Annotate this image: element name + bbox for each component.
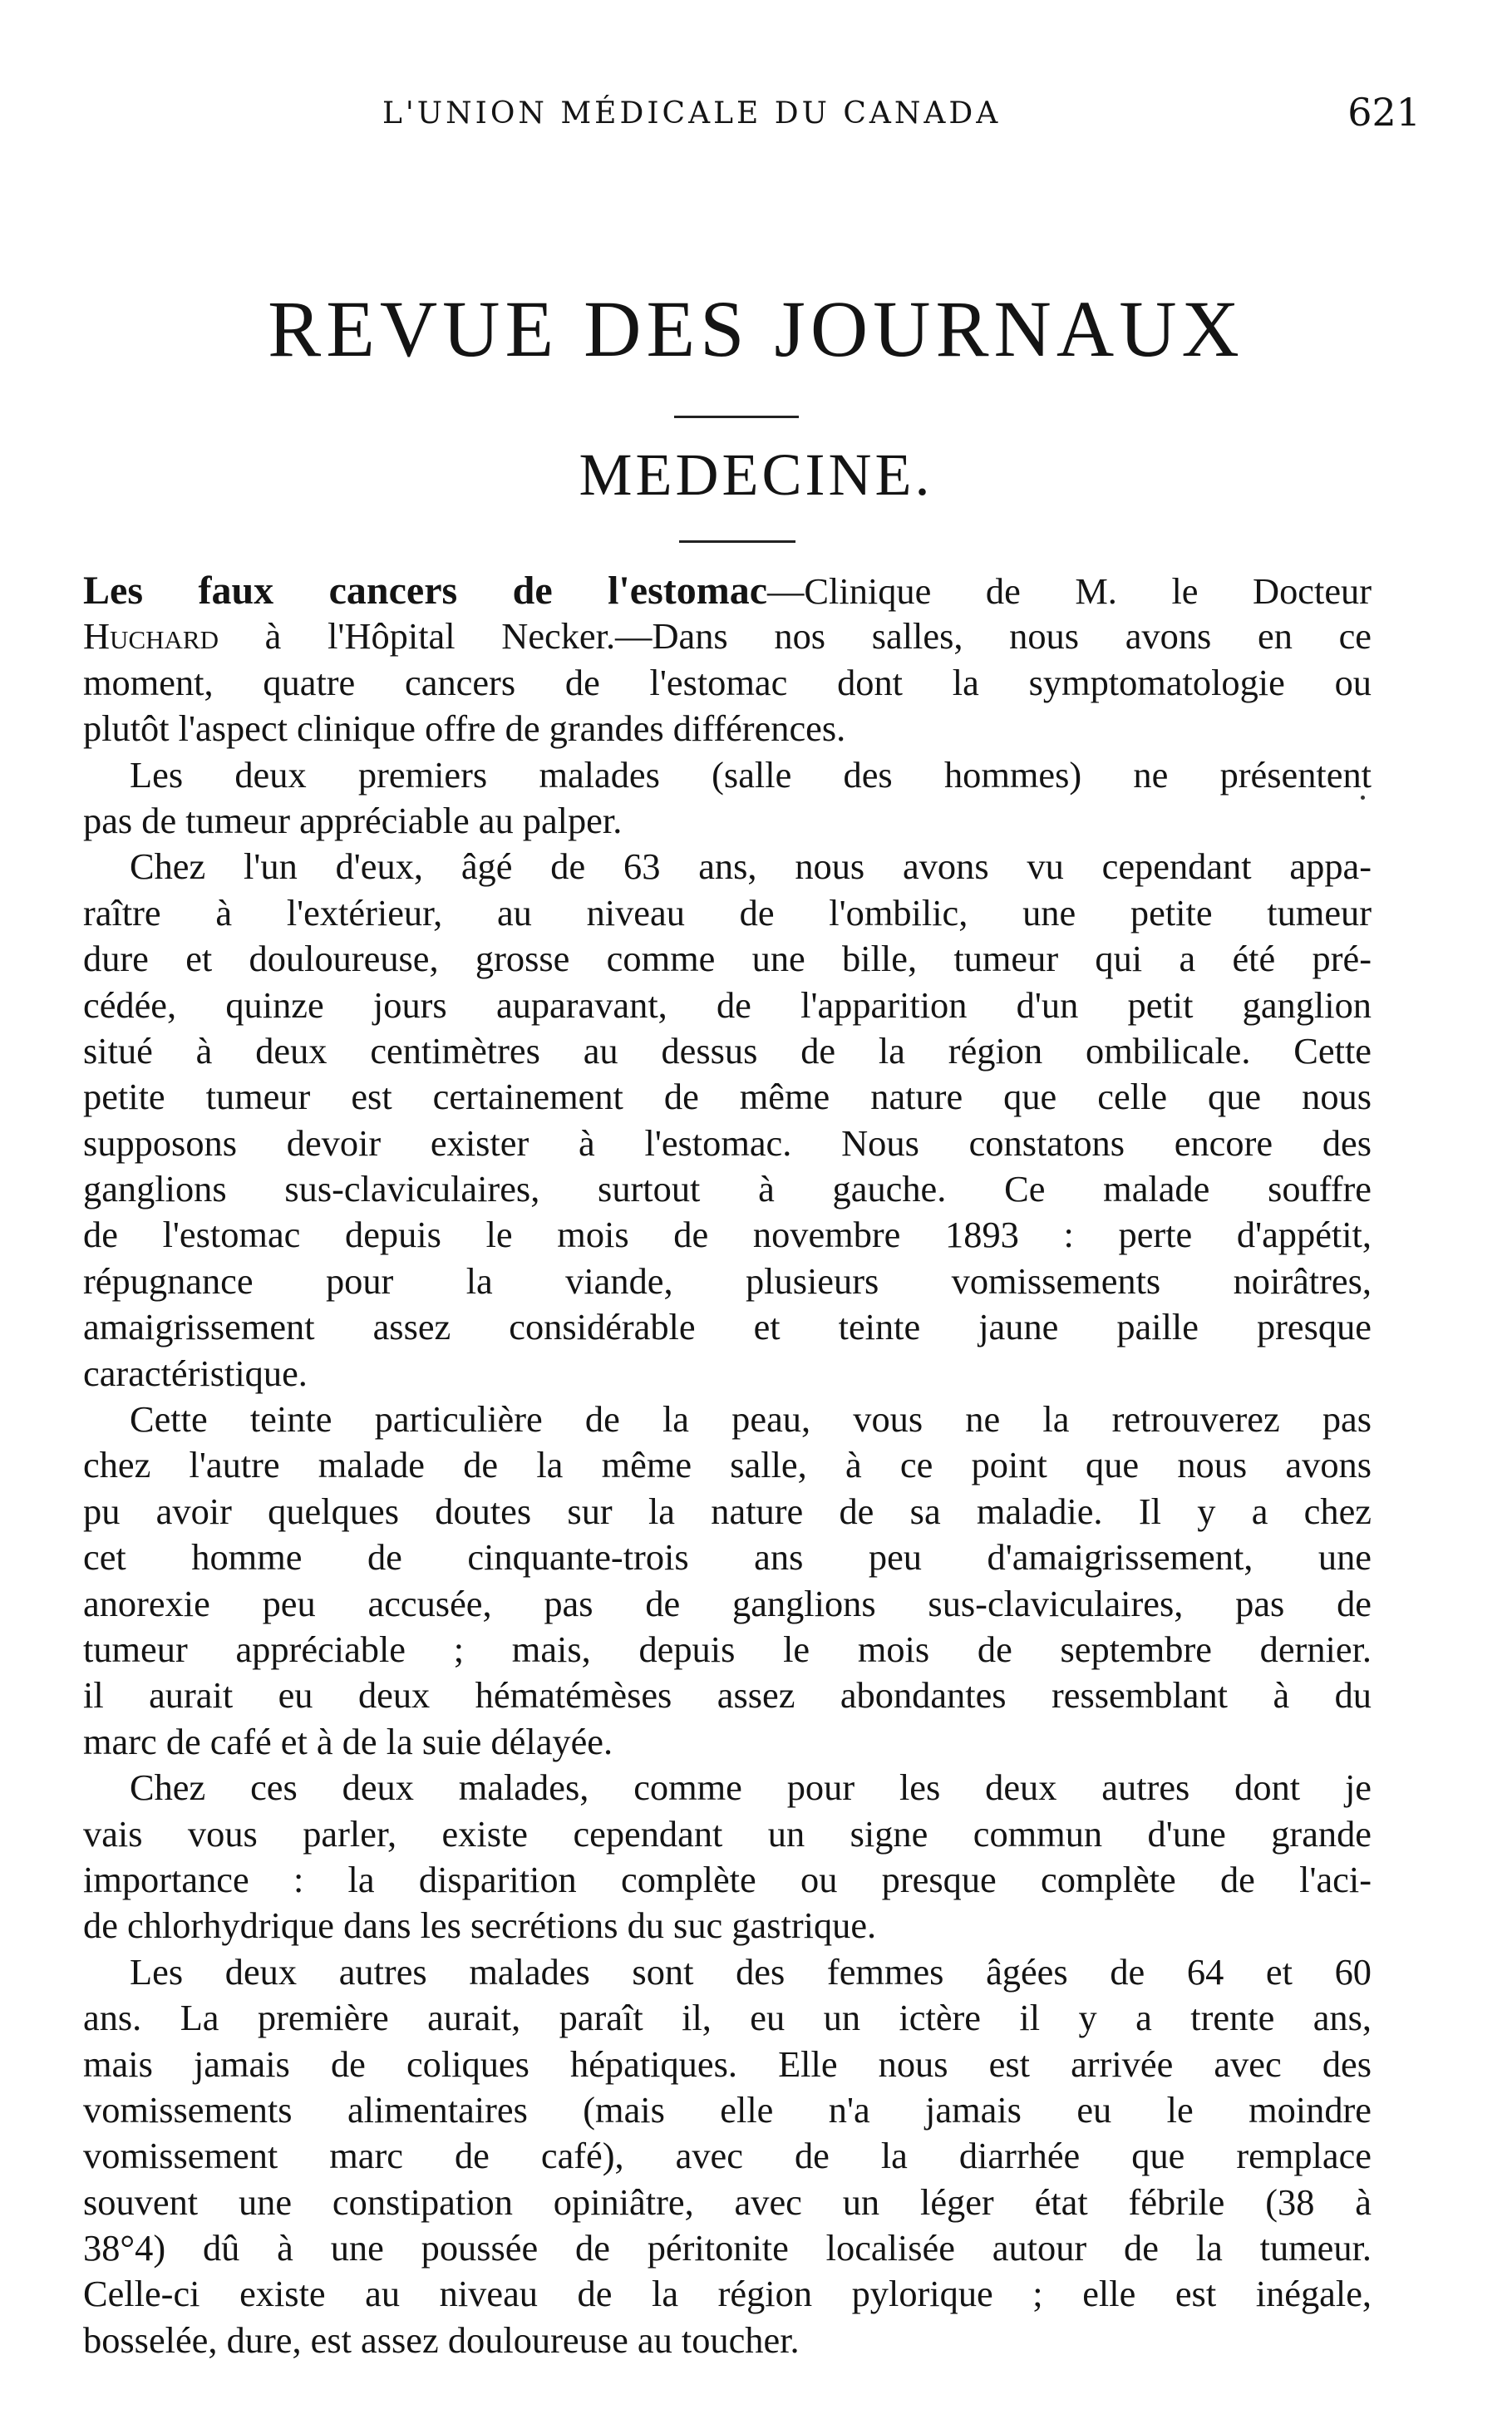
- article-line: amaigrissement assez considérable et teinte jaune paille presque: [83, 1306, 1372, 1348]
- article-line: pas de tumeur appréciable au palper.: [83, 799, 623, 841]
- article-line: Cette teinte particulière de la peau, vous ne la retrouverez pas: [130, 1398, 1372, 1441]
- article-line: tumeur appréciable ; mais, depuis le mois de septembre dernier.: [83, 1628, 1372, 1670]
- article-headline-suffix: —Clinique de M. le Docteur: [767, 570, 1372, 612]
- article-line: vomissement marc de café), avec de la diarrhée que remplace: [83, 2135, 1372, 2177]
- article-line: ans. La première aurait, paraît il, eu un ictère il y a trente ans,: [83, 1997, 1372, 2039]
- running-head: [0, 90, 1512, 140]
- line-text: à l'Hôpital Necker.—Dans nos salles, nous avons en ce: [218, 615, 1372, 658]
- article-line: situé à deux centimètres au dessus de la région ombilicale. Cette: [83, 1029, 1372, 1072]
- article-line: petite tumeur est certainement de même nature que celle que nous: [83, 1076, 1372, 1118]
- article-line: anorexie peu accusée, pas de ganglions sus-claviculaires, pas de: [83, 1582, 1372, 1624]
- article-line: mais jamais de coliques hépatiques. Elle nous est arrivée avec des: [83, 2042, 1372, 2085]
- article-line: dure et douloureuse, grosse comme une bille, tumeur qui a été pré-: [83, 938, 1372, 980]
- article-line: supposons devoir exister à l'estomac. Nous constatons encore des: [83, 1121, 1372, 1164]
- article-line: pu avoir quelques doutes sur la nature de sa maladie. Il y a chez: [83, 1490, 1372, 1532]
- article-line: bosselée, dure, est assez douloureuse au toucher.: [83, 2318, 800, 2361]
- article-line: plutôt l'aspect clinique offre de grandes différences.: [83, 707, 846, 750]
- divider-rule: [674, 416, 799, 418]
- article-line: Les deux premiers malades (salle des hommes) ne présentent: [130, 753, 1372, 796]
- article-line: chez l'autre malade de la même salle, à ce point que nous avons: [83, 1444, 1372, 1486]
- article-line: cet homme de cinquante-trois ans peu d'amaigrissement, une: [83, 1536, 1372, 1579]
- article-body: [83, 568, 1372, 2363]
- article-line: caractéristique.: [83, 1352, 308, 1394]
- article-line: 38°4) dû à une poussée de péritonite localisée autour de la tumeur.: [83, 2227, 1372, 2269]
- section-title: REVUE DES JOURNAUX: [268, 284, 1244, 373]
- article-line: il aurait eu deux hématémèses assez abondantes ressemblant à du: [83, 1674, 1372, 1717]
- article-line: cédée, quinze jours auparavant, de l'apparition d'un petit ganglion: [83, 983, 1372, 1026]
- article-line: moment, quatre cancers de l'estomac dont la symptomatologie ou: [83, 661, 1372, 703]
- article-line: ganglions sus-claviculaires, surtout à gauche. Ce malade souffre: [83, 1168, 1372, 1210]
- article-line: Chez ces deux malades, comme pour les deux autres dont je: [130, 1766, 1372, 1809]
- page-number: 621: [1347, 90, 1421, 135]
- article-line: vais vous parler, existe cependant un signe commun d'une grande: [83, 1812, 1372, 1855]
- article-line: Celle-ci existe au niveau de la région pylorique ; elle est inégale,: [83, 2273, 1372, 2315]
- article-line: répugnance pour la viande, plusieurs vomissements noirâtres,: [83, 1259, 1372, 1302]
- article-line: souvent une constipation opiniâtre, avec un léger état fébrile (38 à: [83, 2180, 1372, 2223]
- running-title: L'UNION MÉDICALE DU CANADA: [382, 96, 1002, 131]
- divider-rule: [679, 540, 795, 543]
- subsection-title: MEDECINE.: [579, 441, 933, 508]
- article-line: de chlorhydrique dans les secrétions du suc gastrique.: [83, 1904, 877, 1947]
- article-headline-line: [83, 568, 1372, 613]
- article-headline: Les faux cancers de l'estomac: [83, 569, 768, 613]
- article-line: [83, 613, 1372, 659]
- article-line: de l'estomac depuis le mois de novembre 1893 : perte d'appétit,: [83, 1214, 1372, 1256]
- article-line: raître à l'extérieur, au niveau de l'ombilic, une petite tumeur: [83, 891, 1372, 934]
- article-line: Chez l'un d'eux, âgé de 63 ans, nous avons vu cependant appa-: [130, 845, 1372, 888]
- article-line: marc de café et à de la suie délayée.: [83, 1720, 613, 1762]
- article-line: vomissements alimentaires (mais elle n'a jamais eu le moindre: [83, 2088, 1372, 2131]
- article-line: Les deux autres malades sont des femmes âgées de 64 et 60: [130, 1950, 1372, 1993]
- author-name: Huchard: [83, 615, 219, 658]
- article-line: importance : la disparition complète ou presque complète de l'aci-: [83, 1858, 1372, 1900]
